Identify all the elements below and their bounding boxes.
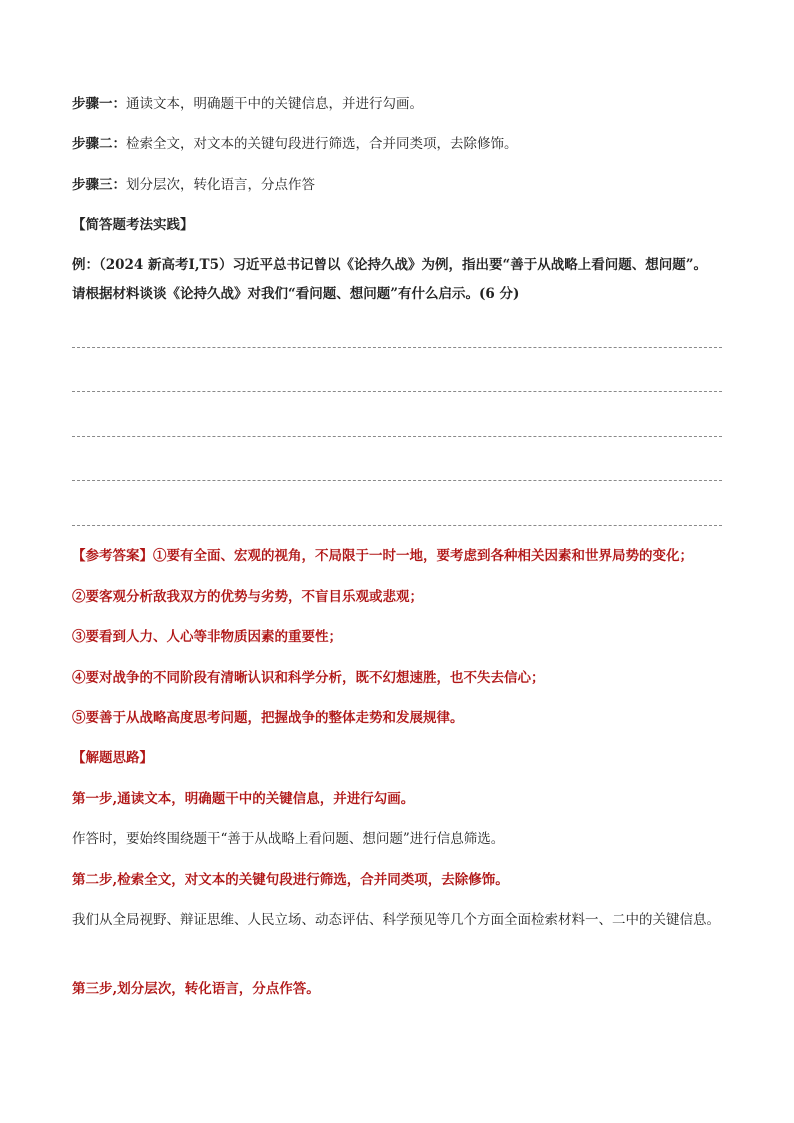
answer-line-1 [72, 347, 722, 348]
answer-item-3: ③要看到人力、人心等非物质因素的重要性； [72, 629, 342, 645]
step-2 [72, 131, 722, 157]
analysis-step-2-text: 我们从全局视野、辩证思维、人民立场、动态评估、科学预见等几个方面全面检索材料一、二中的关键信息。 [72, 912, 720, 928]
answer-item-4: ④要对战争的不同阶段有清晰认识和科学分析，既不幻想速胜，也不失去信心； [72, 670, 545, 686]
step-2-label: 步骤二： [72, 136, 126, 152]
step-3-label: 步骤三： [72, 177, 126, 193]
analysis-step-1-text: 作答时，要始终围绕题干“善于从战略上看问题、想问题”进行信息筛选。 [72, 831, 505, 847]
answer-line-2 [72, 391, 722, 392]
step-1-text: 通读文本，明确题干中的关键信息，并进行勾画。 [126, 96, 423, 112]
answer-item-1: 【参考答案】①要有全面、宏观的视角，不局限于一时一地，要考虑到各种相关因素和世界局势的变化； [72, 548, 693, 564]
answer-line-4 [72, 480, 722, 481]
analysis-heading: 【解题思路】 [72, 750, 153, 766]
answer-label: 【参考答案】 [72, 548, 153, 564]
step-3-text: 划分层次，转化语言，分点作答 [126, 177, 315, 193]
practice-heading: 【简答题考法实践】 [72, 217, 194, 233]
answer-line-5 [72, 525, 722, 526]
step-2-text: 检索全文，对文本的关键句段进行筛选，合并同类项，去除修饰。 [126, 136, 518, 152]
answer-line-3 [72, 436, 722, 437]
step-1-label: 步骤一： [72, 96, 126, 112]
analysis-step-3-title: 第三步,划分层次，转化语言，分点作答。 [72, 981, 320, 997]
step-3 [72, 172, 722, 198]
answer-item-2: ②要客观分析敌我双方的优势与劣势，不盲目乐观或悲观； [72, 589, 423, 605]
example-line-1: 例：（2024 新高考Ⅰ,T5）习近平总书记曾以《论持久战》为例，指出要“善于从战略上看问题、想问题”。 [72, 257, 708, 273]
analysis-step-2-title: 第二步,检索全文，对文本的关键句段进行筛选，合并同类项，去除修饰。 [72, 872, 509, 888]
example-line-2: 请根据材料谈谈《论持久战》对我们“看问题、想问题”有什么启示。(6 分) [72, 286, 520, 302]
answer-item-5: ⑤要善于从战略高度思考问题，把握战争的整体走势和发展规律。 [72, 710, 464, 726]
analysis-step-1-title: 第一步,通读文本，明确题干中的关键信息，并进行勾画。 [72, 791, 415, 807]
step-1 [72, 91, 722, 117]
